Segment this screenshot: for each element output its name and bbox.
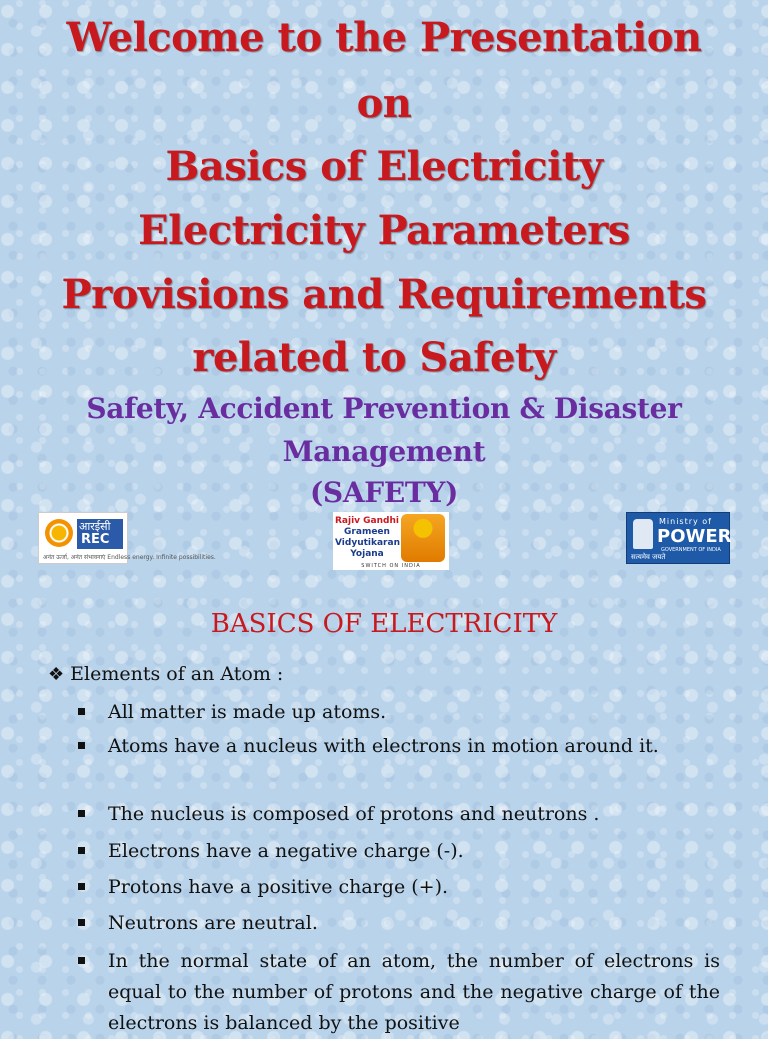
rggvy-line-4: Yojana — [350, 549, 384, 559]
list-item: Electrons have a negative charge (-). — [78, 836, 720, 867]
mop-goi-text: GOVERNMENT OF INDIA — [661, 547, 721, 553]
square-bullet-icon — [78, 957, 85, 964]
list-item: In the normal state of an atom, the number of electrons is equal to the number of protons and the negative charge of the electrons is balanced by the positive — [78, 946, 720, 1039]
rec-logo — [38, 512, 216, 564]
title-line-5: Provisions and Requirements — [61, 271, 707, 318]
title-line-6: related to Safety — [192, 334, 556, 381]
square-bullet-icon — [78, 847, 85, 854]
square-bullet-icon — [78, 708, 85, 715]
sun-icon — [45, 519, 73, 547]
title-line-3: Basics of Electricity — [165, 143, 603, 190]
rggvy-line-3: Vidyutikaran — [335, 538, 400, 548]
lamp-figure-icon — [401, 514, 445, 562]
title-line-4: Electricity Parameters — [138, 207, 630, 254]
square-bullet-icon — [78, 883, 85, 890]
slide-heading: BASICS OF ELECTRICITY — [210, 609, 558, 639]
mop-hindi-text: सत्यमेव जयते — [631, 553, 666, 561]
square-bullet-icon — [78, 742, 85, 749]
rggvy-line-2: Grameen — [344, 527, 390, 537]
rec-hindi-text: आरईसी — [79, 520, 111, 533]
subtitle-line-3: (SAFETY) — [309, 476, 459, 509]
square-bullet-icon — [78, 919, 85, 926]
square-bullet-icon — [78, 810, 85, 817]
rggvy-footer: SWITCH ON INDIA — [361, 563, 421, 569]
list-item: The nucleus is composed of protons and neutrons . — [78, 799, 720, 830]
lead-item — [48, 660, 283, 689]
list-item: Neutrons are neutral. — [78, 908, 720, 939]
subtitle-line-1: Safety, Accident Prevention & Disaster — [86, 392, 682, 425]
diamond-bullet-icon: ❖ — [48, 664, 65, 685]
title-line-2: on — [356, 80, 412, 127]
list-item: Atoms have a nucleus with electrons in motion around it. — [78, 731, 720, 762]
rec-tagline: अनंत ऊर्जा, अनंत संभावनाएं Endless energy. Infinite possibilities. — [43, 554, 216, 561]
title-line-1: Welcome to the Presentation — [66, 14, 702, 61]
rec-text: REC — [81, 532, 110, 547]
ministry-of-power-logo — [626, 512, 730, 564]
list-item: All matter is made up atoms. — [78, 697, 720, 728]
mop-ministry-text: Ministry of — [659, 517, 712, 526]
subtitle-line-2: Management — [282, 435, 486, 468]
national-emblem-icon — [633, 519, 653, 549]
basics-slide — [0, 590, 768, 1034]
rggvy-line-1: Rajiv Gandhi — [335, 516, 399, 526]
mop-power-text: POWER — [657, 526, 732, 547]
lead-text: Elements of an Atom : — [70, 663, 284, 685]
rggvy-logo — [333, 512, 449, 570]
list-item: Protons have a positive charge (+). — [78, 872, 720, 903]
